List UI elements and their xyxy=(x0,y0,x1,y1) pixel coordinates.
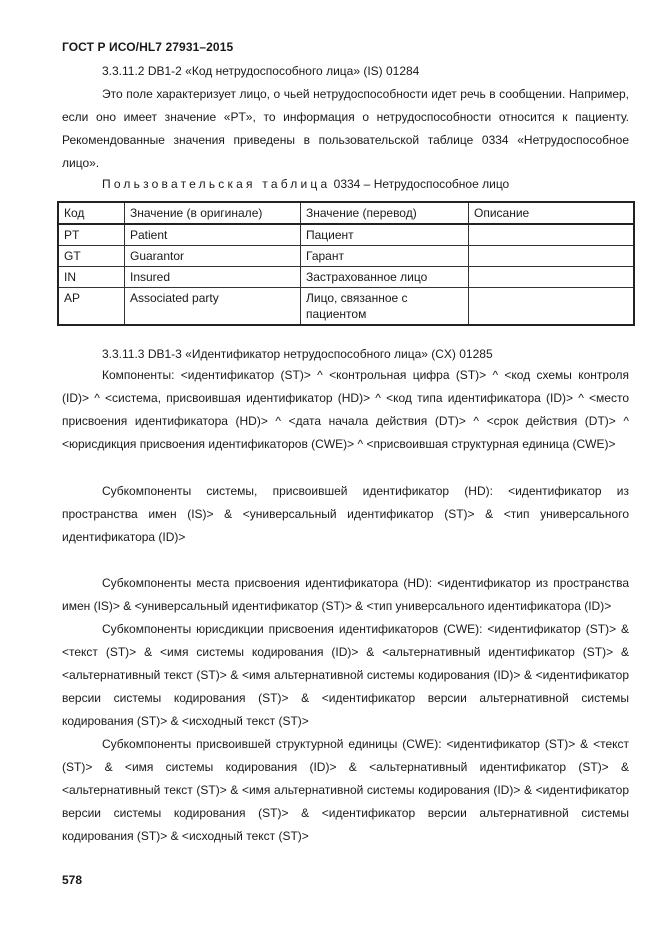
column-header-description: Описание xyxy=(469,202,635,224)
cell-translation: Лицо, связанное с пациентом xyxy=(301,288,469,326)
components-paragraph: Компоненты: <идентификатор (ST)> ^ <контрольная цифра (ST)> ^ <код схемы контроля (ID)> ^ <система, присвоившая идентификатор (HD)> ^ <код типа идентификатора (ID)> ^ <место присвоения идентификатора (HD)> ^ <дата начала действия (DT)> ^ <срок действия (DT)> ^ <юрисдикция присвоения идентификаторов (CWE)> ^ <присвоившая структурная единица (CWE)> xyxy=(62,368,629,451)
column-header-translation: Значение (перевод) xyxy=(301,202,469,224)
subcomponents-assigning-system: Субкомпоненты системы, присвоившей идентификатор (HD): <идентификатор из пространства имен (IS)> & <универсальный идентификатор (ST)> & <тип универсального идентификатора (ID)> xyxy=(62,484,629,544)
cell-translation: Пациент xyxy=(301,224,469,246)
subcomponents-agency: Субкомпоненты присвоившей структурной единицы (CWE): <идентификатор (ST)> & <текст (ST)> & <имя системы кодирования (ID)> & <альтернативный идентификатор (ST)> & <альтернативный текст (ST)> & <имя альтернативной системы кодирования (ID)> & <идентификатор версии системы кодирования (ST)> & <идентификатор версии альтернативной системы кодирования (ST)> & <исходный текст (ST)> xyxy=(62,737,629,843)
cell-description xyxy=(469,224,635,246)
table-caption xyxy=(102,177,509,191)
subcomponents-assigning-location: Субкомпоненты места присвоения идентификатора (HD): <идентификатор из пространства имен (IS)> & <универсальный идентификатор (ST)> & <тип универсального идентификатора (ID)> xyxy=(62,576,629,613)
column-header-original: Значение (в оригинале) xyxy=(125,202,301,224)
page-number: 578 xyxy=(62,873,83,887)
column-header-code: Код xyxy=(58,202,125,224)
cell-description xyxy=(469,246,635,267)
cell-original: Insured xyxy=(125,267,301,288)
table-header-row xyxy=(58,202,634,224)
cell-translation: Застрахованное лицо xyxy=(301,267,469,288)
cell-code: IN xyxy=(58,267,125,288)
table-row xyxy=(58,267,634,288)
cell-original: Guarantor xyxy=(125,246,301,267)
table-caption-suffix: 0334 – Нетрудоспособное лицо xyxy=(333,177,510,191)
disabled-person-table xyxy=(57,201,635,326)
cell-code: GT xyxy=(58,246,125,267)
subcomponents-jurisdiction: Субкомпоненты юрисдикции присвоения идентификаторов (CWE): <идентификатор (ST)> & <текст (ST)> & <имя системы кодирования (ID)> & <альтернативный идентификатор (ST)> & <альтернативный текст (ST)> & <имя альтернативной системы кодирования (ID)> & <идентификатор версии системы кодирования (ST)> & <идентификатор версии альтернативной системы кодирования (ST)> & <исходный текст (ST)> xyxy=(62,622,629,728)
section-description: Это поле характеризует лицо, о чьей нетрудоспособности идет речь в сообщении. Например, если оно имеет значение «PT», то информация о нетрудоспособности относится к пациенту. Рекомендованные значения приведены в пользовательской таблице 0334 «Нетрудоспособное лицо». xyxy=(62,87,629,170)
section-title-db1-2: 3.3.11.2 DB1-2 «Код нетрудоспособного лица» (IS) 01284 xyxy=(102,64,420,78)
cell-translation: Гарант xyxy=(301,246,469,267)
table-caption-prefix: Пользовательская таблица xyxy=(102,177,331,191)
cell-code: PT xyxy=(58,224,125,246)
cell-original: Associated party xyxy=(125,288,301,326)
cell-description xyxy=(469,267,635,288)
cell-code: AP xyxy=(58,288,125,326)
table-row xyxy=(58,224,634,246)
cell-description xyxy=(469,288,635,326)
table-row xyxy=(58,246,634,267)
table-row xyxy=(58,288,634,326)
document-header: ГОСТ Р ИСО/HL7 27931–2015 xyxy=(62,40,234,54)
cell-original: Patient xyxy=(125,224,301,246)
section-title-db1-3: 3.3.11.3 DB1-3 «Идентификатор нетрудоспособного лица» (CX) 01285 xyxy=(102,347,493,361)
